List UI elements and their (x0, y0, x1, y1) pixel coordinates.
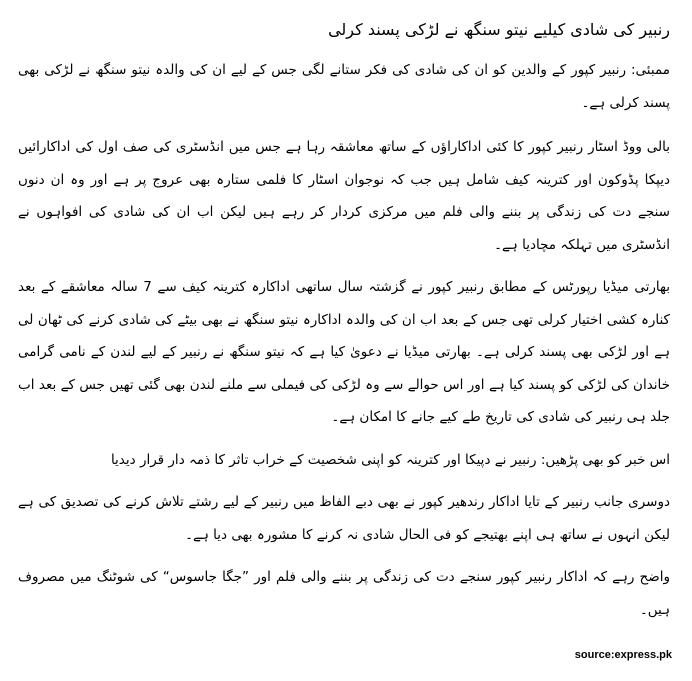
article-paragraph-intro: ممبئی: رنبیر کپور کے والدین کو ان کی شادی کی فکر ستانے لگی جس کے لیے ان کی والدہ نیتو سنگھ نے لڑکی بھی پسند کرلی ہے۔ (18, 62, 670, 111)
article-paragraph-closing: واضح رہے کہ اداکار رنبیر کپور سنجے دت کی زندگی پر بننے والی فلم اور ”جگا جاسوس“ کی شوٹنگ میں مصروف ہیں۔ (18, 569, 670, 618)
article (18, 6, 670, 636)
article-paragraph: بھارتی میڈیا رپورٹس کے مطابق رنبیر کپور نے گزشتہ سال ساتھی اداکارہ کترینہ کیف سے 7 سالہ معاشقے کے بعد کنارہ کشی اختیار کرلی تھی جس کے بعد اب ان کی والدہ اداکارہ نیتو سنگھ نے بھی بیٹے کی شادی کرنے کی ٹھان لی ہے اور لڑکی بھی پسند کرلی ہے۔ بھارتی میڈیا نے دعویٰ کیا ہے کہ نیتو سنگھ نے رنبیر کے لیے لندن کے نامی گرامی خاندان کی لڑکی کو پسند کیا ہے اور اس حوالے سے وہ لڑکی کی فیملی سے ملنے لندن بھی گئی تھیں جس کے بعد اب جلد ہی رنبیر کی شادی کی تاریخ طے کیے جانے کا امکان ہے۔ (18, 279, 670, 425)
article-paragraph: بالی ووڈ اسٹار رنبیر کپور کا کئی اداکاراؤں کے ساتھ معاشقہ رہا ہے جس میں انڈسٹری کی صف اول کی اداکارائیں دیپکا پڈوکون اور کترینہ کیف شامل ہیں جب کہ نوجوان اسٹار کا فلمی ستارہ بھی عروج پر ہے اور وہ ان دنوں سنجے دت کی زندگی پر بننے والی فلم میں مرکزی کردار کر رہے ہیں لیکن اب ان کی شادی کی افواہوں نے انڈسٹری میں تہلکہ مچادیا ہے۔ (18, 139, 670, 253)
article-paragraph: دوسری جانب رنبیر کے تایا اداکار رندھیر کپور نے بھی دبے الفاظ میں رنبیر کے لیے رشتے تلاش کرنے کی تصدیق کی ہے لیکن انہوں نے ساتھ ہی اپنے بھتیجے کو فی الحال شادی نہ کرنے کا مشورہ بھی دیا ہے۔ (18, 494, 670, 543)
source-credit: source:express.pk (574, 649, 672, 661)
article-headline: رنبیر کی شادی کیلیے نیتو سنگھ نے لڑکی پسند کرلی (328, 20, 670, 39)
related-news-line: اس خبر کو بھی پڑھیں: رنبیر نے دپیکا اور کترینہ کو اپنی شخصیت کے خراب تاثر کا ذمہ دار قرار دیدیا (110, 451, 670, 468)
